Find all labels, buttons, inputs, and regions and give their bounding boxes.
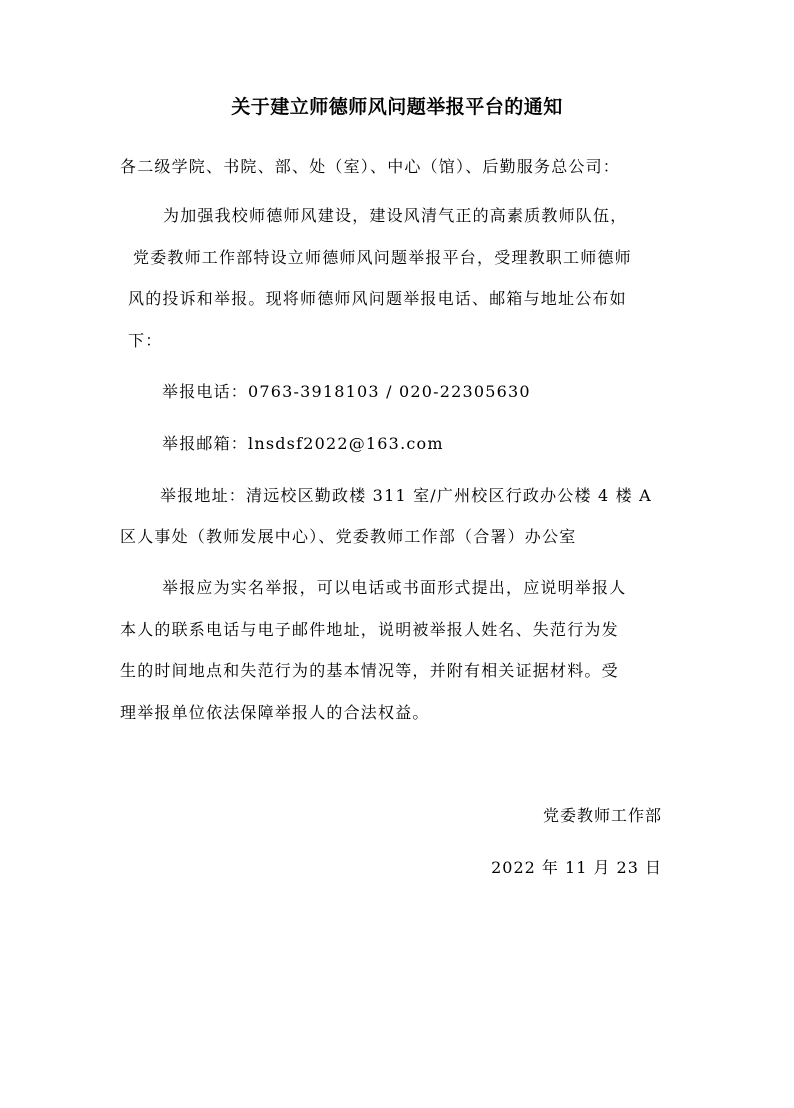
requirements-line-3: 生的时间地点和失范行为的基本情况等，并附有相关证据材料。受 xyxy=(120,661,619,680)
intro-line-2: 党委教师工作部特设立师德师风问题举报平台，受理教职工师德师 xyxy=(133,248,632,267)
requirements-line-2: 本人的联系电话与电子邮件地址，说明被举报人姓名、失范行为发 xyxy=(120,620,619,639)
notice-title: 关于建立师德师风问题举报平台的通知 xyxy=(231,96,563,118)
report-email: 举报邮箱：lnsdsf2022@163.com xyxy=(162,434,444,453)
signature: 党委教师工作部 xyxy=(542,806,662,825)
intro-line-1: 为加强我校师德师风建设，建设风清气正的高素质教师队伍， xyxy=(163,206,628,225)
address-line-2: 区人事处（教师发展中心）、党委教师工作部（合署）办公室 xyxy=(120,527,577,546)
report-phone: 举报电话：0763-3918103 / 020-22305630 xyxy=(162,382,531,401)
intro-line-3: 风的投诉和举报。现将师德师风问题举报电话、邮箱与地址公布如 xyxy=(128,289,627,308)
issue-date: 2022 年 11 月 23 日 xyxy=(491,858,662,877)
requirements-line-4: 理举报单位依法保障举报人的合法权益。 xyxy=(120,703,430,722)
requirements-line-1: 举报应为实名举报，可以电话或书面形式提出，应说明举报人 xyxy=(162,578,627,597)
address-line-1: 举报地址：清远校区勤政楼 311 室/广州校区行政办公楼 4 楼 A xyxy=(160,486,652,505)
intro-line-4: 下： xyxy=(128,331,163,350)
recipients-line: 各二级学院、书院、部、处（室）、中心（馆）、后勤服务总公司： xyxy=(120,157,621,176)
